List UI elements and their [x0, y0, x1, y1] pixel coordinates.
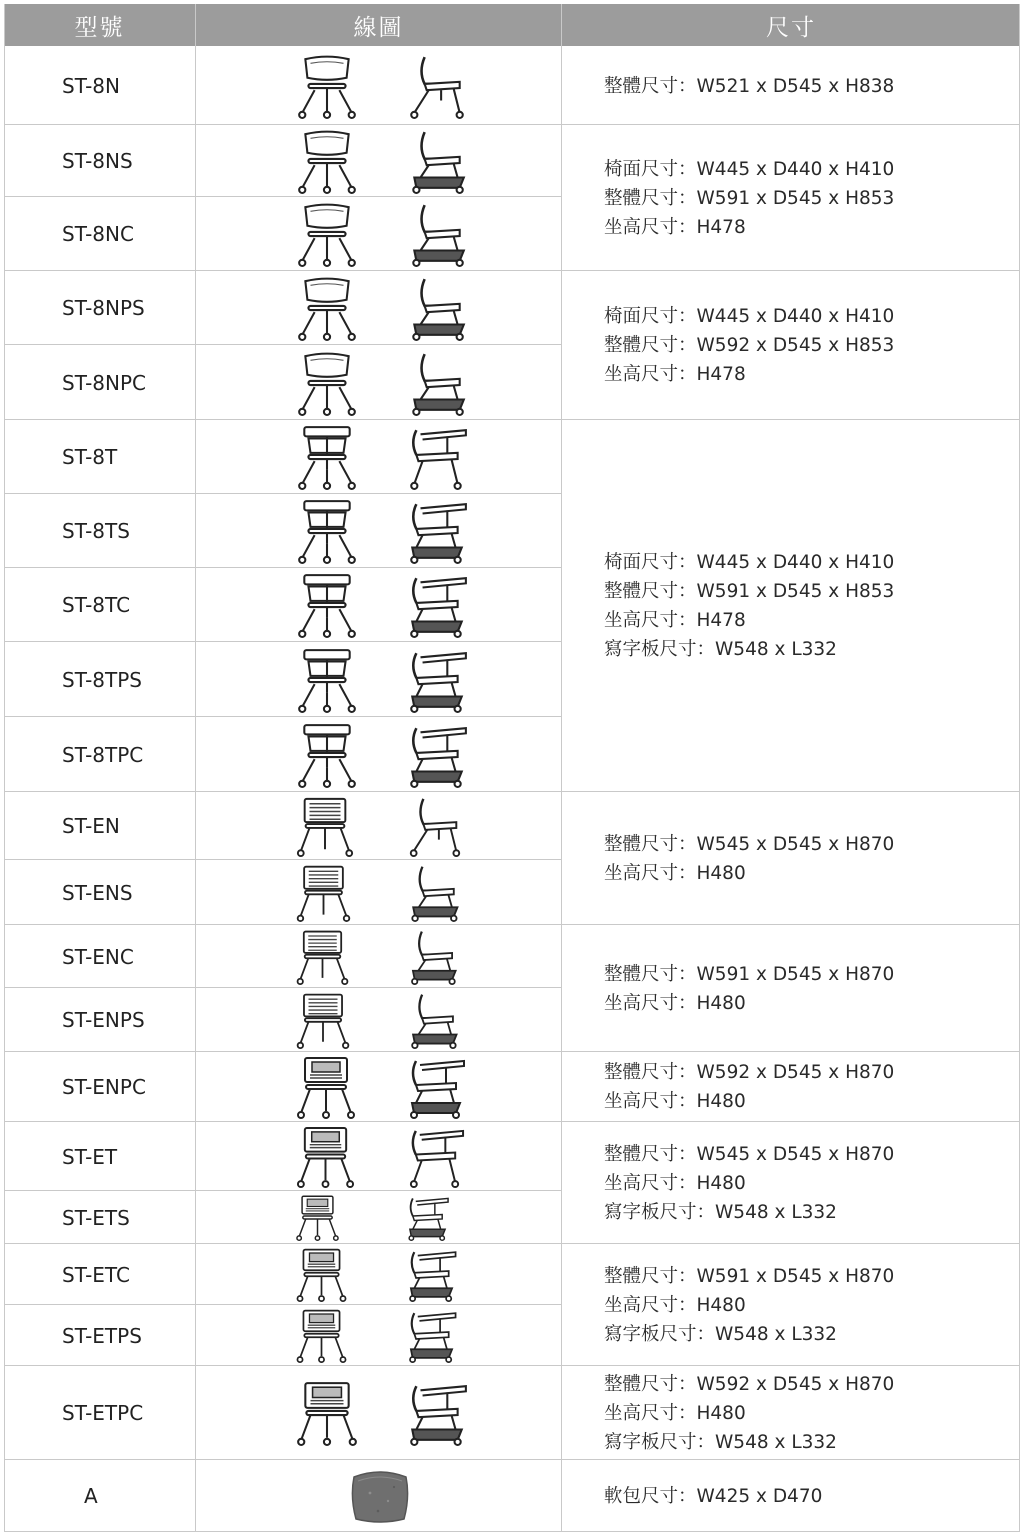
dimensions-cell	[562, 1122, 1020, 1244]
row-divider	[4, 1190, 562, 1191]
dimension-line: 整體尺寸：W545 x D545 x H870	[604, 833, 895, 855]
dimension-line: 椅面尺寸：W445 x D440 x H410	[604, 552, 895, 573]
spec-table	[4, 4, 1020, 1532]
drawing-cell	[196, 792, 561, 860]
row-divider	[4, 196, 562, 197]
dimension-line: 整體尺寸：W591 x D545 x H853	[604, 187, 895, 209]
row-divider	[4, 124, 1020, 125]
model-cell: ST-ENS	[62, 880, 133, 905]
dimensions-cell	[562, 47, 1020, 125]
chair-front-view-drawing	[294, 350, 360, 416]
row-divider	[4, 1051, 1020, 1052]
dimension-line: 坐高尺寸：H480	[604, 992, 746, 1014]
drawing-cell	[196, 988, 561, 1052]
chair-side-view-drawing	[404, 991, 462, 1049]
dimension-line: 坐高尺寸：H480	[604, 862, 746, 884]
chair-side-view-drawing	[404, 424, 470, 490]
model-cell: ST-8TPS	[62, 667, 142, 692]
dimension-line: 坐高尺寸：H478	[604, 610, 746, 631]
row-divider	[4, 791, 1020, 792]
dimension-line: 寫字板尺寸：W548 x L332	[604, 1201, 837, 1223]
seat-cushion-image	[348, 1467, 412, 1525]
model-cell: ST-ENC	[62, 944, 134, 969]
model-cell: ST-8TPC	[62, 742, 144, 767]
dimension-line: 坐高尺寸：H480	[604, 1402, 746, 1424]
chair-front-view-drawing	[294, 863, 353, 922]
dimension-line: 坐高尺寸：H478	[604, 216, 746, 238]
drawing-cell	[196, 1305, 561, 1366]
drawing-cell	[196, 1052, 561, 1122]
dimensions-cell	[562, 792, 1020, 925]
drawing-cell	[196, 925, 561, 988]
column-divider	[4, 4, 5, 1532]
chair-front-view-drawing	[294, 1247, 349, 1302]
model-cell: ST-8NS	[62, 149, 133, 173]
drawing-cell	[196, 420, 561, 494]
chair-front-view-drawing	[294, 1055, 358, 1119]
chair-side-view-drawing	[404, 928, 461, 985]
chair-side-view-drawing	[404, 647, 470, 713]
chair-side-view-drawing	[404, 350, 470, 416]
chair-side-view-drawing	[404, 863, 463, 922]
chair-front-view-drawing	[294, 1125, 357, 1188]
drawing-cell	[196, 860, 561, 925]
dimension-line: 整體尺寸：W545 x D545 x H870	[604, 1143, 895, 1165]
dimension-line: 坐高尺寸：H478	[604, 364, 746, 385]
row-divider	[4, 1243, 1020, 1244]
dimension-line: 整體尺寸：W591 x D545 x H870	[604, 1265, 895, 1287]
model-cell: ST-ET	[62, 1144, 118, 1169]
model-cell: ST-8N	[62, 74, 120, 98]
chair-front-view-drawing	[294, 128, 360, 194]
dimension-line: 寫字板尺寸：W548 x L332	[604, 1323, 837, 1345]
drawing-cell	[196, 642, 561, 717]
dimension-line: 坐高尺寸：H480	[604, 1091, 746, 1112]
dimension-line: 寫字板尺寸：W548 x L332	[604, 639, 837, 660]
chair-front-view-drawing	[294, 722, 360, 788]
model-cell: ST-ETPS	[62, 1323, 142, 1348]
chair-side-view-drawing	[404, 201, 470, 267]
dimension-line: 整體尺寸：W591 x D545 x H853	[604, 581, 895, 602]
drawing-cell	[196, 125, 561, 197]
dimensions-cell	[562, 1460, 1020, 1532]
chair-front-view-drawing	[294, 201, 360, 267]
model-cell: ST-8NC	[62, 222, 134, 246]
row-divider	[4, 1459, 1020, 1460]
dimensions-cell	[562, 271, 1020, 420]
drawing-cell	[196, 1122, 561, 1191]
chair-side-view-drawing	[404, 1380, 470, 1446]
chair-side-view-drawing	[404, 1125, 467, 1188]
drawing-cell	[196, 494, 561, 568]
row-divider	[4, 924, 1020, 925]
chair-front-view-drawing	[294, 1308, 349, 1363]
model-cell: A	[84, 1484, 98, 1508]
dimensions-cell	[562, 1052, 1020, 1122]
dimensions-cell	[562, 420, 1020, 792]
model-cell: ST-ENPC	[62, 1075, 146, 1099]
chair-side-view-drawing	[404, 1308, 459, 1363]
chair-side-view-drawing	[404, 795, 466, 857]
chair-front-view-drawing	[294, 991, 352, 1049]
dimension-line: 整體尺寸：W521 x D545 x H838	[604, 75, 895, 97]
chair-side-view-drawing	[404, 128, 470, 194]
chair-front-view-drawing	[294, 1194, 341, 1241]
model-cell: ST-ETPC	[62, 1401, 144, 1425]
chair-side-view-drawing	[404, 722, 470, 788]
chair-front-view-drawing	[294, 498, 360, 564]
chair-side-view-drawing	[404, 1194, 451, 1241]
header-drawing: 線圖	[196, 4, 561, 46]
dimension-line: 坐高尺寸：H480	[604, 1172, 746, 1194]
model-cell: ST-ETC	[62, 1262, 130, 1287]
chair-front-view-drawing	[294, 795, 356, 857]
chair-side-view-drawing	[404, 275, 470, 341]
chair-side-view-drawing	[404, 572, 470, 638]
chair-front-view-drawing	[294, 928, 351, 985]
row-divider	[4, 1304, 562, 1305]
dimension-line: 椅面尺寸：W445 x D440 x H410	[604, 158, 895, 180]
chair-front-view-drawing	[294, 647, 360, 713]
drawing-cell	[196, 568, 561, 642]
model-cell: ST-ETS	[62, 1205, 130, 1230]
row-divider	[4, 270, 1020, 271]
drawing-cell	[196, 1191, 561, 1244]
dimension-line: 坐高尺寸：H480	[604, 1294, 746, 1316]
dimension-line: 軟包尺寸：W425 x D470	[604, 1485, 823, 1507]
drawing-cell	[196, 271, 561, 345]
dimensions-cell	[562, 925, 1020, 1052]
dimension-line: 整體尺寸：W592 x D545 x H870	[604, 1373, 895, 1395]
row-divider	[4, 419, 1020, 420]
chair-side-view-drawing	[404, 1055, 468, 1119]
model-cell: ST-EN	[62, 814, 120, 838]
drawing-cell	[196, 717, 561, 792]
row-divider	[4, 493, 562, 494]
dimension-line: 整體尺寸：W591 x D545 x H870	[604, 963, 895, 985]
column-divider	[561, 4, 562, 1532]
drawing-cell	[196, 1366, 561, 1460]
drawing-cell	[196, 47, 561, 125]
model-cell: ST-8NPS	[62, 296, 145, 320]
row-divider	[4, 987, 562, 988]
row-divider	[4, 344, 562, 345]
model-cell: ST-8TC	[62, 593, 131, 617]
row-divider	[4, 641, 562, 642]
model-cell: ST-8TS	[62, 519, 130, 543]
model-cell: ST-8T	[62, 445, 118, 469]
header-dimensions: 尺寸	[562, 4, 1020, 46]
row-divider	[4, 859, 562, 860]
dimensions-cell	[562, 125, 1020, 271]
chair-side-view-drawing	[404, 1247, 459, 1302]
row-divider	[4, 716, 562, 717]
row-divider	[4, 1365, 1020, 1366]
chair-front-view-drawing	[294, 275, 360, 341]
drawing-cell	[196, 1460, 561, 1532]
chair-front-view-drawing	[294, 424, 360, 490]
drawing-cell	[196, 1244, 561, 1305]
row-divider	[4, 1121, 1020, 1122]
chair-front-view-drawing	[294, 1380, 360, 1446]
model-cell: ST-8NPC	[62, 370, 147, 395]
dimension-line: 寫字板尺寸：W548 x L332	[604, 1431, 837, 1453]
drawing-cell	[196, 197, 561, 271]
row-divider	[4, 1531, 1020, 1532]
dimension-line: 整體尺寸：W592 x D545 x H853	[604, 335, 895, 356]
dimensions-cell	[562, 1366, 1020, 1460]
model-cell: ST-ENPS	[62, 1008, 145, 1032]
chair-front-view-drawing	[294, 53, 360, 119]
drawing-cell	[196, 345, 561, 420]
column-divider	[195, 4, 196, 1532]
row-divider	[4, 567, 562, 568]
dimension-line: 椅面尺寸：W445 x D440 x H410	[604, 306, 895, 327]
column-divider	[1019, 4, 1020, 1532]
chair-front-view-drawing	[294, 572, 360, 638]
header-model: 型號	[4, 4, 195, 46]
chair-side-view-drawing	[404, 498, 470, 564]
chair-side-view-drawing	[404, 53, 470, 119]
dimensions-cell	[562, 1244, 1020, 1366]
dimension-line: 整體尺寸：W592 x D545 x H870	[604, 1062, 895, 1083]
